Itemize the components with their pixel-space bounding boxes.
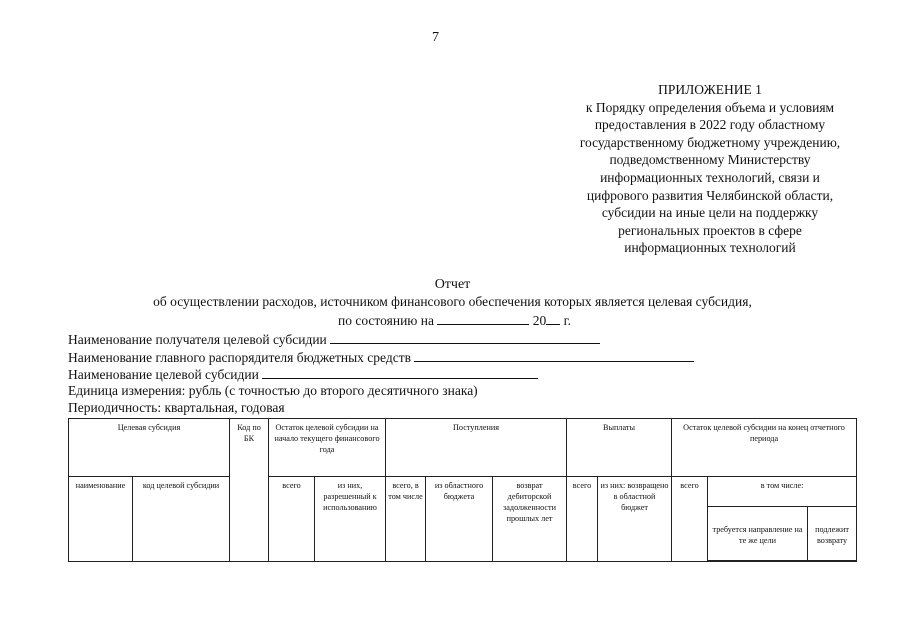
field-recipient — [68, 331, 600, 348]
field-subsidy-name — [68, 366, 538, 383]
date-blank[interactable] — [437, 312, 529, 325]
col-balance-start: Остаток целевой субсидии на начало текущего финансового года — [269, 419, 386, 477]
sub-receivables-return: возврат дебиторской задолженности прошлых лет — [493, 477, 567, 562]
col-target-subsidy: Целевая субсидия — [69, 419, 230, 477]
field-subsidy-name-blank[interactable] — [262, 366, 538, 379]
page-number: 7 — [432, 30, 439, 45]
appendix-line: региональных проектов в сфере — [618, 222, 802, 238]
field-periodicity: Периодичность: квартальная, годовая — [68, 400, 285, 415]
report-table — [68, 418, 857, 562]
sub-total-3: всего — [672, 477, 708, 562]
appendix-line: государственному бюджетному учреждению, — [579, 134, 841, 150]
field-main-manager — [68, 349, 694, 366]
appendix-line: цифрового развития Челябинской области, — [586, 187, 834, 203]
report-title: Отчет — [434, 277, 471, 292]
field-recipient-blank[interactable] — [330, 331, 600, 344]
sub-returned: из них: возвращено в областной бюджет — [598, 477, 672, 562]
sub-including: в том числе: — [708, 477, 857, 507]
col-kod-bk: Код по БК — [230, 419, 269, 562]
sub-name: наименование — [69, 477, 133, 562]
appendix-line: предоставления в 2022 году областному — [594, 117, 826, 133]
date-suffix: г. — [563, 313, 571, 328]
field-unit: Единица измерения: рубль (с точностью до второго десятичного знака) — [68, 383, 478, 398]
col-balance-end: Остаток целевой субсидии на конец отчетного периода — [672, 419, 857, 477]
date-prefix: по состоянию на — [338, 313, 434, 328]
sub-code: код целевой субсидии — [133, 477, 230, 562]
appendix-line: к Порядку определения объема и условиям — [585, 99, 835, 115]
empty-cell — [808, 561, 857, 562]
sub-regional-budget: из областного бюджета — [426, 477, 493, 562]
sub-total-2: всего — [567, 477, 598, 562]
appendix-line: субсидии на иные цели на поддержку — [601, 205, 819, 221]
appendix-line: подведомственному Министерству — [609, 152, 811, 168]
sub-required-same: требуется направление на те же цели — [708, 507, 808, 561]
report-subtitle: об осуществлении расходов, источником финансового обеспечения которых является целевая субсидия, — [153, 294, 752, 309]
appendix-line: информационных технологий — [624, 240, 796, 256]
col-payments: Выплаты — [567, 419, 672, 477]
appendix-line: информационных технологий, связи и — [600, 169, 820, 185]
appendix-block — [520, 81, 900, 257]
field-subsidy-name-label: Наименование целевой субсидии — [68, 367, 259, 382]
appendix-title: ПРИЛОЖЕНИЕ 1 — [658, 82, 762, 97]
report-date-line — [338, 312, 571, 329]
field-main-manager-blank[interactable] — [414, 349, 694, 362]
col-receipts: Поступления — [386, 419, 567, 477]
sub-total-1: всего — [269, 477, 315, 562]
year-blank[interactable] — [546, 312, 560, 325]
empty-cell — [708, 561, 808, 562]
table-subheader-row — [69, 477, 857, 507]
date-year: 20 — [532, 313, 547, 328]
field-recipient-label: Наименование получателя целевой субсидии — [68, 332, 327, 347]
sub-to-return: подлежит возврату — [808, 507, 857, 561]
field-main-manager-label: Наименование главного распорядителя бюджетных средств — [68, 350, 411, 365]
sub-total-incl: всего, в том числе — [386, 477, 426, 562]
table-header-row — [69, 419, 857, 477]
sub-allowed: из них, разрешенный к использованию — [315, 477, 386, 562]
